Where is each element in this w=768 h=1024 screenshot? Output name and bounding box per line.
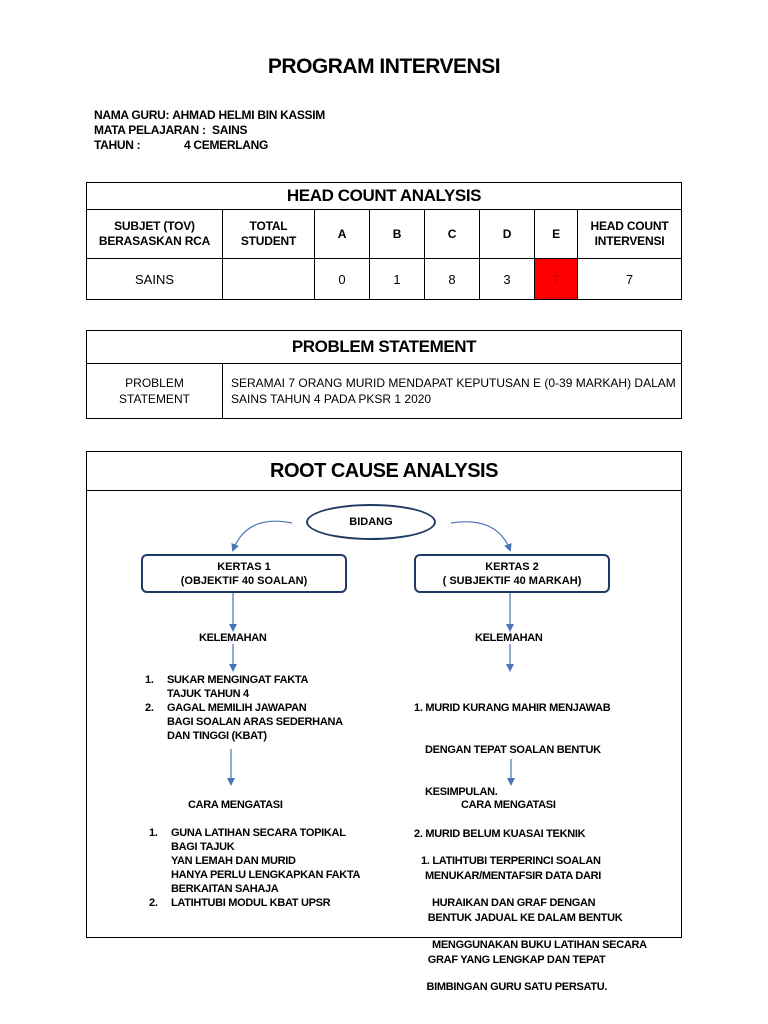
kertas2-subtitle: ( SUBJEKTIF 40 MARKAH) [442,575,582,587]
list-line: HANYA PERLU LENGKAPKAN FAKTA [171,869,361,881]
list-line: GUNA LATIHAN SECARA TOPIKAL [171,827,346,839]
list-line: YAN LEMAH DAN MURID [171,855,296,867]
root-cause-title: ROOT CAUSE ANALYSIS [87,452,681,491]
list-line: 2. MURID BELUM KUASAI TEKNIK [414,828,586,840]
col-intervensi: HEAD COUNT INTERVENSI [578,210,682,259]
list-number: 2. [145,702,154,714]
arrow-to-kertas1 [233,521,292,550]
page-title: PROGRAM INTERVENSI [267,55,501,78]
cell-e: 7 [535,259,578,300]
cell-intervensi: 7 [578,259,682,300]
cell-a: 0 [315,259,370,300]
cell-b: 1 [370,259,425,300]
tahun-value: 4 CEMERLANG [184,138,269,152]
list-line: GAGAL MEMILIH JAWAPAN [167,702,307,714]
col-c: C [425,210,480,259]
col-a: A [315,210,370,259]
kertas1-title: KERTAS 1 [217,561,271,573]
list-number: 1. [145,674,154,686]
list-line: BAGI TAJUK [171,841,235,853]
list-line: HURAIKAN DAN GRAF DENGAN [421,897,596,909]
col-subjet: SUBJET (TOV) BERASASKAN RCA [87,210,223,259]
list-line: 1. MURID KURANG MAHIR MENJAWAB [414,702,611,714]
list-line: MENGGUNAKAN BUKU LATIHAN SECARA [421,939,647,951]
col-total: TOTAL STUDENT [223,210,315,259]
problem-text: SERAMAI 7 ORANG MURID MENDAPAT KEPUTUSAN E (0-39 MARKAH) DALAM SAINS TAHUN 4 PADA PKSR 1 2020 [223,364,682,419]
list-line: 1. LATIHTUBI TERPERINCI SOALAN [421,855,601,867]
problem-label: PROBLEM STATEMENT [87,364,223,419]
kertas2-title: KERTAS 2 [485,561,539,573]
list-number: 2. [149,897,158,909]
kertas2-box [414,554,610,593]
right-solution-list [421,826,647,1022]
problem-title: PROBLEM STATEMENT [87,331,682,364]
kelemahan-left-label: KELEMAHAN [199,632,267,644]
kertas1-box [141,554,347,593]
list-line: TAJUK TAHUN 4 [167,688,249,700]
list-line: LATIHTUBI MODUL KBAT UPSR [171,897,331,909]
list-line: KESIMPULAN. [414,786,498,798]
list-line: BIMBINGAN GURU SATU PERSATU. [421,981,608,993]
problem-statement-table [86,330,682,419]
teacher-info [94,108,325,153]
bidang-node: BIDANG [306,504,436,540]
list-number: 1. [149,827,158,839]
root-cause-section [86,451,682,993]
col-e: E [535,210,578,259]
list-line: DENGAN TEPAT SOALAN BENTUK [414,744,601,756]
arrow-to-kertas2 [451,522,510,550]
cell-total [223,259,315,300]
head-count-table [86,182,682,300]
kelemahan-right-label: KELEMAHAN [475,632,543,644]
left-weakness-list [145,673,343,743]
list-line: DAN TINGGI (KBAT) [167,730,267,742]
list-line: SUKAR MENGINGAT FAKTA [167,674,309,686]
left-solution-list [149,826,360,910]
tahun-label: TAHUN : [94,138,141,152]
col-d: D [480,210,535,259]
cell-subjet: SAINS [87,259,223,300]
guru-label: NAMA GURU: [94,108,170,122]
mata-value: SAINS [212,123,248,137]
cell-d: 3 [480,259,535,300]
col-b: B [370,210,425,259]
list-line: MENUKAR/MENTAFSIR DATA DARI [414,870,602,882]
guru-value: AHMAD HELMI BIN KASSIM [172,108,325,122]
mata-label: MATA PELAJARAN : [94,123,206,137]
kertas1-subtitle: (OBJEKTIF 40 SOALAN) [180,575,308,587]
list-line: GRAF YANG LENGKAP DAN TEPAT [414,954,606,966]
list-line: BAGI SOALAN ARAS SEDERHANA [167,716,343,728]
list-line: BERKAITAN SAHAJA [171,883,279,895]
list-line: BENTUK JADUAL KE DALAM BENTUK [414,912,623,924]
cara-left-label: CARA MENGATASI [188,799,283,811]
cara-right-label: CARA MENGATASI [461,799,556,811]
cell-c: 8 [425,259,480,300]
head-count-title: HEAD COUNT ANALYSIS [87,183,682,210]
